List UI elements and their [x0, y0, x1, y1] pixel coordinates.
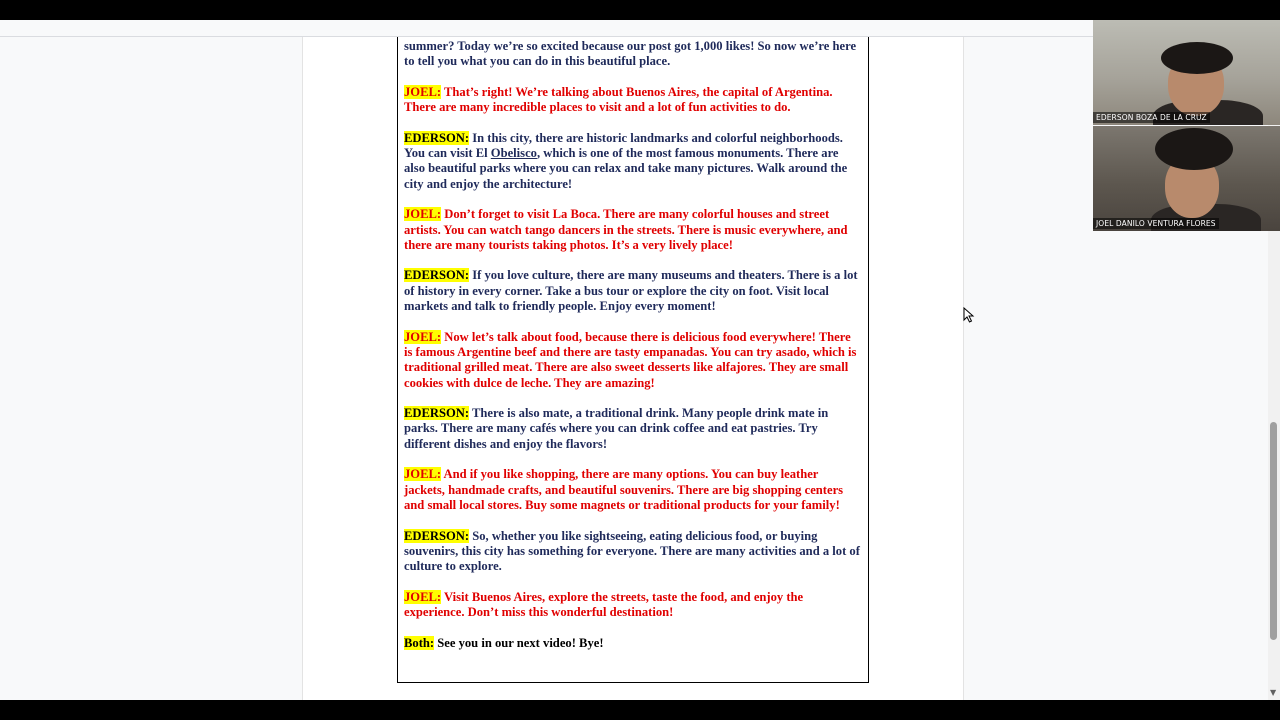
script-line-ederson[interactable]	[404, 268, 862, 314]
dialogue-text: And if you like shopping, there are many options. You can buy leather jackets, handmade crafts, and beautiful souvenirs. There are big shopping centers and small local stores. Buy some magnets or traditional products for your family!	[404, 467, 844, 512]
speaker-label: JOEL:	[404, 589, 442, 604]
script-line-joel[interactable]	[404, 207, 862, 253]
speaker-label: JOEL:	[404, 84, 442, 99]
dialogue-text: Visit Buenos Aires, explore the streets, taste the food, and enjoy the experience. Don’t miss this wonderful destination!	[404, 589, 804, 619]
script-line-ederson[interactable]	[404, 39, 862, 70]
participant-name-label: JOEL DANILO VENTURA FLORES	[1093, 218, 1219, 229]
participant-video-ederson[interactable]	[1093, 20, 1280, 125]
dialogue-text: That’s right! We’re talking about Buenos Aires, the capital of Argentina. There are many incredible places to visit and a lot of fun activities to do.	[404, 84, 833, 115]
script-line-both[interactable]	[404, 636, 862, 651]
bottom-letterbox	[0, 700, 1280, 720]
dialogue-text: Don’t forget to visit La Boca. There are many colorful houses and street artists. You can watch tango dancers in the streets. There is music everywhere, and there are many tourists taking photos. It’s a very lively place!	[404, 207, 848, 252]
script-line-ederson[interactable]	[404, 406, 862, 452]
speaker-label: JOEL:	[404, 467, 442, 482]
participant-name-label: EDERSON BOZA DE LA CRUZ	[1093, 112, 1210, 123]
speaker-label: EDERSON:	[404, 268, 470, 283]
script-line-ederson[interactable]	[404, 529, 862, 575]
dialogue-text: In this city, there are historic landmarks and colorful neighborhoods. You can visit El	[404, 130, 843, 161]
script-line-joel[interactable]	[404, 85, 862, 116]
script-line-joel[interactable]	[404, 330, 862, 391]
dialogue-text: See you in our next video! Bye!	[434, 635, 604, 650]
speaker-label: EDERSON:	[404, 406, 470, 421]
speaker-label: EDERSON:	[404, 130, 470, 145]
dialogue-text: If you love culture, there are many museums and theaters. There is a lot of history in every corner. Take a bus tour or explore the city on foot. Visit local markets and talk to friendly people. Enjoy every moment!	[404, 268, 858, 314]
speaker-label: JOEL:	[404, 329, 442, 344]
document-page[interactable]	[302, 37, 964, 700]
document-canvas[interactable]	[0, 20, 1268, 700]
dialogue-text: , which is one of the most famous monuments. There are also beautiful parks where you can relax and take many pictures. Walk around the city and enjoy the architecture!	[404, 146, 848, 191]
script-text-box[interactable]	[397, 37, 869, 683]
script-line-joel[interactable]	[404, 467, 862, 513]
top-letterbox	[0, 0, 1280, 20]
participant-hair	[1155, 128, 1233, 170]
cursor-arrow-icon	[963, 307, 975, 323]
dialogue-text: There is also mate, a traditional drink. Many people drink mate in parks. There are many cafés where you can drink coffee and eat pastries. Try different dishes and enjoy the flavors!	[404, 406, 829, 451]
script-line-ederson[interactable]	[404, 131, 862, 192]
dialogue-text: So, whether you like sightseeing, eating delicious food, or buying souvenirs, this city has something for everyone. There are many activities and a lot of culture to explore.	[404, 528, 860, 574]
speaker-label: JOEL:	[404, 207, 442, 222]
dialogue-text: Now let’s talk about food, because there is delicious food everywhere! There is famous Argentine beef and there are tasty empanadas. You can try asado, which is traditional grilled meat. There are also sweet desserts like alfajores. They are small cookies with dulce de leche. They are amazing!	[404, 329, 857, 390]
speaker-label: EDERSON:	[404, 528, 470, 543]
script-body[interactable]	[404, 39, 862, 666]
spellcheck-word: Obelisco	[490, 146, 537, 161]
participant-video-joel[interactable]	[1093, 126, 1280, 231]
script-line-joel[interactable]	[404, 590, 862, 621]
scrollbar-thumb[interactable]	[1270, 422, 1277, 640]
participant-hair	[1161, 42, 1233, 74]
dialogue-text: summer? Today we’re so excited because our post got 1,000 likes! So now we’re here to tell you what you can do in this beautiful place.	[404, 39, 857, 69]
scroll-down-arrow-icon[interactable]: ▼	[1270, 688, 1277, 697]
speaker-label: Both:	[404, 635, 435, 650]
